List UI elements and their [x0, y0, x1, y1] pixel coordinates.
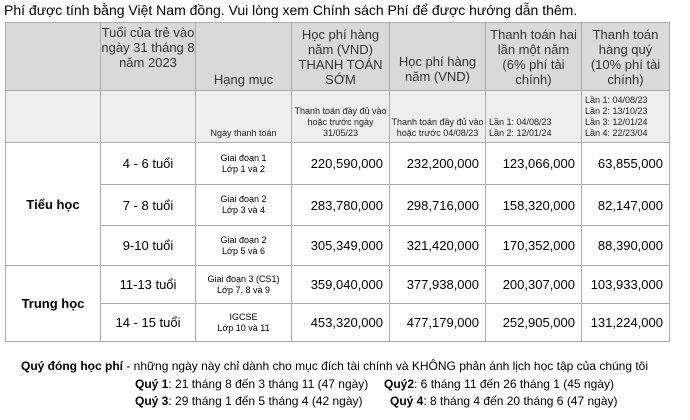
annual-fee: 232,200,000 [390, 143, 486, 185]
sub-annual: Thanh toán đầy đủ vào hoặc trước 04/08/23 [390, 91, 486, 143]
header-level [6, 23, 101, 91]
category-grades: Lớp 3 và 4 [222, 205, 265, 215]
quarterly-fee: 82,147,000 [582, 185, 670, 226]
sub-early: Thanh toán đầy đủ vào hoặc trước ngày 31/05/23 [292, 91, 390, 143]
early-fee: 453,320,000 [292, 304, 390, 342]
sub-semi-2: Lần 2: 12/01/24 [489, 128, 552, 138]
semi-fee: 252,905,000 [486, 304, 582, 342]
sub-q-2: Lần 2: 13/10/23 [585, 105, 648, 116]
semi-fee: 200,307,000 [486, 266, 582, 304]
sub-q-4: Lần 4: 22/23/04 [585, 127, 648, 138]
header-early: Học phí hàng năm (VND) THANH TOÁN SỚM [292, 23, 390, 91]
age-cell: 4 - 6 tuổi [101, 143, 196, 185]
level-primary: Tiểu học [6, 143, 101, 266]
sub-q-1: Lần 1: 04/08/23 [585, 94, 648, 105]
annual-fee: 377,938,000 [390, 266, 486, 304]
quarter-4-label: Quý 4 [390, 394, 424, 408]
header-semi: Thanh toán hai lần một năm (6% phí tài chính) [486, 23, 582, 91]
category-stage: Giai đoạn 2 [220, 234, 267, 245]
footer-note: - những ngày này chỉ dành cho mục đích tài chính và KHÔNG phản ánh lịch học tập của chúng tôi [123, 359, 649, 373]
footer-title: Quý đóng học phí [21, 359, 123, 373]
category-grades: Lớp 5 và 6 [222, 245, 265, 256]
sub-empty-2 [101, 91, 196, 143]
quarter-2 [384, 376, 614, 392]
intro-note: Phí được tính bằng Việt Nam đồng. Vui lòng xem Chính sách Phí để được hướng dẫn thêm. [4, 2, 578, 18]
table-row [6, 266, 670, 304]
sub-q-3: Lần 3: 12/01/24 [585, 116, 648, 127]
footer-title-line [21, 358, 648, 374]
table-row [6, 185, 670, 226]
header-age: Tuổi của trẻ vào ngày 31 tháng 8 năm 2023 [101, 23, 196, 91]
quarter-1 [135, 376, 368, 392]
category-cell [196, 185, 292, 226]
level-secondary: Trung học [6, 266, 101, 342]
category-cell [196, 143, 292, 185]
fee-table [5, 22, 670, 342]
sub-semi [486, 91, 582, 143]
early-fee: 283,780,000 [292, 185, 390, 226]
table-row [6, 304, 670, 342]
early-fee: 305,349,000 [292, 226, 390, 266]
category-cell [196, 304, 292, 342]
category-grades: Lớp 1 và 2 [222, 163, 265, 174]
quarter-1-label: Quý 1 [135, 377, 169, 391]
annual-fee: 477,179,000 [390, 304, 486, 342]
age-cell: 9-10 tuổi [101, 226, 196, 266]
sub-empty-1 [6, 91, 101, 143]
quarter-3-text: : 29 tháng 1 đến 5 tháng 4 (42 ngày) [168, 394, 363, 408]
quarter-2-text: : 6 tháng 11 đến 26 tháng 1 (45 ngày) [414, 377, 614, 391]
quarterly-fee: 131,224,000 [582, 304, 670, 342]
sub-quarterly [582, 91, 670, 143]
table-row [6, 143, 670, 185]
semi-fee: 158,320,000 [486, 185, 582, 226]
quarter-4-text: : 8 tháng 4 đến 20 tháng 6 (47 ngày) [423, 394, 618, 408]
age-cell: 11-13 tuổi [101, 266, 196, 304]
early-fee: 359,040,000 [292, 266, 390, 304]
sub-category: Ngày thanh toán [196, 91, 292, 143]
category-grades: Lớp 7, 8 và 9 [217, 284, 270, 295]
semi-fee: 123,066,000 [486, 143, 582, 185]
annual-fee: 298,716,000 [390, 185, 486, 226]
category-stage: Giai đoạn 2 [220, 194, 267, 204]
quarterly-fee: 63,855,000 [582, 143, 670, 185]
age-cell: 14 - 15 tuổi [101, 304, 196, 342]
quarterly-fee: 88,390,000 [582, 226, 670, 266]
quarter-3 [135, 393, 363, 409]
annual-fee: 321,420,000 [390, 226, 486, 266]
age-cell: 7 - 8 tuổi [101, 185, 196, 226]
quarter-4 [390, 393, 618, 409]
quarter-2-label: Quý2 [384, 377, 415, 391]
header-quarterly: Thanh toán hàng quý (10% phí tài chính) [582, 23, 670, 91]
table-row [6, 226, 670, 266]
header-category: Hạng mục [196, 23, 292, 91]
sub-semi-1: Lần 1: 04/08/23 [489, 117, 552, 127]
quarter-3-label: Quý 3 [135, 394, 169, 408]
category-stage: IGCSE [229, 311, 258, 322]
quarterly-fee: 103,933,000 [582, 266, 670, 304]
category-stage: Giai đoạn 3 (CS1) [207, 273, 280, 284]
category-cell [196, 266, 292, 304]
early-fee: 220,590,000 [292, 143, 390, 185]
category-cell [196, 226, 292, 266]
category-stage: Giai đoạn 1 [220, 152, 267, 163]
quarter-1-text: : 21 tháng 8 đến 3 tháng 11 (47 ngày) [168, 377, 369, 391]
header-annual: Học phí hàng năm (VND) [390, 23, 486, 91]
semi-fee: 170,352,000 [486, 226, 582, 266]
category-grades: Lớp 10 và 11 [217, 322, 270, 333]
